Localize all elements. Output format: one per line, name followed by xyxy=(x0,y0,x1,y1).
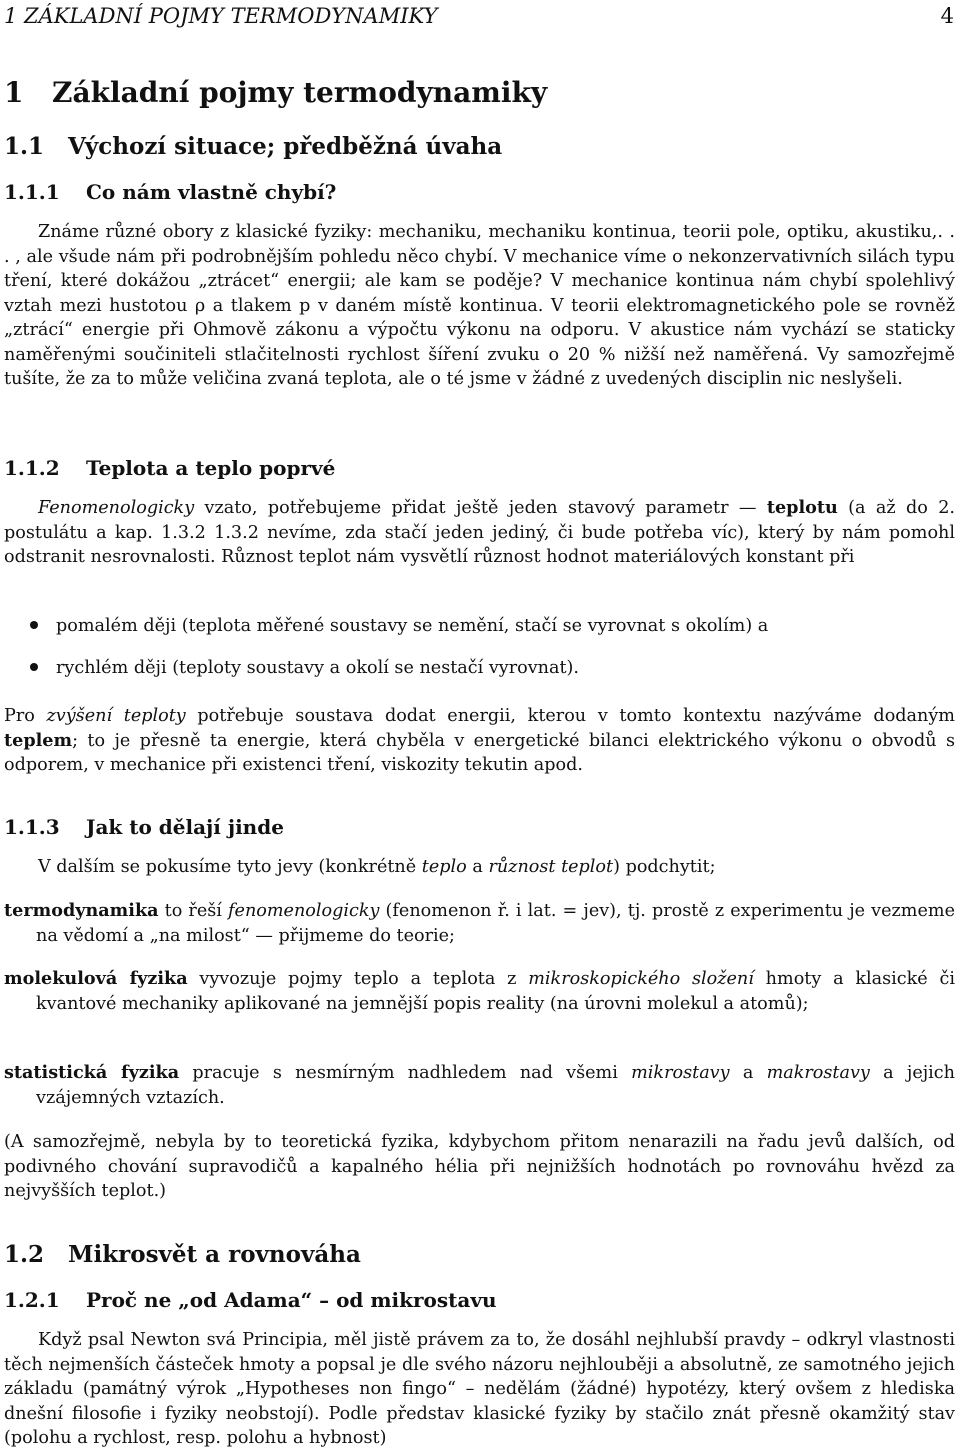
running-title: 1 ZÁKLADNÍ POJMY TERMODYNAMIKY xyxy=(4,4,438,28)
term: molekulová fyzika xyxy=(4,968,188,989)
definition-molekulova-fyzika: molekulová fyzika vyvozuje pojmy teplo a teplota z mikroskopického složení hmoty a klasické či kvantové mechaniky aplikované na jemnější popis reality (na úrovni molekul a atomů); xyxy=(4,968,955,1014)
subsection-1-2-heading xyxy=(4,1241,361,1268)
subsubsection-title: Teplota a teplo poprvé xyxy=(86,456,336,480)
definition-statisticka-fyzika: statistická fyzika pracuje s nesmírným nadhledem nad všemi mikrostavy a makrostavy a jejich vzájemných vztazích. xyxy=(4,1062,955,1108)
subsubsection-title: Proč ne „od Adama“ – od mikrostavu xyxy=(86,1288,497,1312)
emph-fenomenologicky: Fenomenologicky xyxy=(38,498,195,518)
subsubsection-number: 1.2.1 xyxy=(4,1288,60,1312)
section-1-heading xyxy=(4,76,547,109)
section-number: 1 xyxy=(4,76,24,109)
term: statistická fyzika xyxy=(4,1062,180,1083)
bullet-icon xyxy=(30,621,38,629)
paragraph-other-phenomena: (A samozřejmě, nebyla by to teoretická fyzika, kdybychom přitom nenarazili na řadu jevů dalších, od podivného chování supravodičů a kapalného hélia při nejnižších hodnotách po rovnováhu hvězd za nejvyšších teplot.) xyxy=(4,1132,955,1201)
running-header xyxy=(4,4,954,30)
subsubsection-title: Jak to dělají jinde xyxy=(86,815,284,839)
subsection-number: 1.2 xyxy=(4,1241,45,1268)
definition-termodynamika: termodynamika to řeší fenomenologicky (fenomenon ř. i lat. = jev), tj. prostě z experimentu je vezmeme na vědomí a „na milost“ — přijmeme do teorie; xyxy=(4,900,955,946)
subsubsection-1-1-1-heading xyxy=(4,180,336,204)
subsection-number: 1.1 xyxy=(4,133,45,160)
subsubsection-number: 1.1.3 xyxy=(4,815,60,839)
emph-teplotu: teplotu xyxy=(766,497,838,518)
section-title: Základní pojmy termodynamiky xyxy=(52,76,548,109)
page-number: 4 xyxy=(940,4,954,28)
subsubsection-number: 1.1.2 xyxy=(4,456,60,480)
list-item: rychlém ději (teploty soustavy a okolí se nestačí vyrovnat). xyxy=(30,658,950,678)
paragraph-temperature-intro: Fenomenologicky vzato, potřebujeme přidat ještě jeden stavový parametr — teplotu (a až do 2. postulátu a kap. 1.3.2 1.3.2 nevíme, zda stačí jeden jediný, či bude potřeba víc), který by nám pomohl odstranit nesrovnalosti. Různost teplot nám vysvětlí různost hodnot materiálových konstant při xyxy=(4,497,955,567)
subsubsection-1-2-1-heading xyxy=(4,1288,497,1312)
subsubsection-number: 1.1.1 xyxy=(4,180,60,204)
paragraph-newton: Když psal Newton svá Principia, měl jistě právem za to, že dosáhl nejhlubší pravdy – odkryl vlastnosti těch nejmenších částeček hmoty a popsal je dle svého názoru nejhlouběji a absolutně, ze samotného jejich základu (památný výrok „Hypotheses non fingo“ – nedělám (žádné) hypotézy, který ovšem z hlediska dnešní filosofie i fyziky neobstojí). Podle představ klasické fyziky by stačilo znát přesně okamžitý stav (polohu a rychlost, resp. polohu a hybnost) xyxy=(4,1330,955,1448)
paragraph-heat: Pro zvýšení teploty potřebuje soustava dodat energii, kterou v tomto kontextu nazýváme dodaným teplem; to je přesně ta energie, která chyběla v energetické bilanci elektrického výkonu o obvodů s odporem, v mechanice při existenci tření, viskozity tekutin apod. xyxy=(4,706,955,775)
subsection-title: Výchozí situace; předběžná úvaha xyxy=(68,133,503,160)
bullet-icon xyxy=(30,663,38,671)
list-item: pomalém ději (teplota měřené soustavy se nemění, stačí se vyrovnat s okolím) a xyxy=(30,616,950,636)
subsection-1-1-heading xyxy=(4,133,502,160)
paragraph-approaches-intro: V dalším se pokusíme tyto jevy (konkrétně teplo a různost teplot) podchytit; xyxy=(38,857,716,877)
subsubsection-title: Co nám vlastně chybí? xyxy=(86,180,337,204)
subsubsection-1-1-2-heading xyxy=(4,456,335,480)
subsubsection-1-1-3-heading xyxy=(4,815,284,839)
term: termodynamika xyxy=(4,900,159,921)
paragraph-missing-things: Známe různé obory z klasické fyziky: mechaniku, mechaniku kontinua, teorii pole, optiku, akustiku,. . . , ale všude nám při podrobnějším pohledu něco chybí. V mechanice víme o nekonzervativních silách typu tření, které dokážou „ztrácet“ energii; ale kam se poděje? V mechanice kontinua nám chybí spolehlivý vztah mezi hustotou ρ a tlakem p v daném místě kontinua. V teorii elektromagnetického pole se rovněž „ztrácí“ energie při Ohmově zákonu a výpočtu výkonu na odporu. V akustice nám vychází se staticky naměřenými součiniteli stlačitelnosti rychlost šíření zvuku o 20 % nižší než naměřená. Vy samozřejmě tušíte, že za to může veličina zvaná teplota, ale o té jsme v žádné z uvedených disciplin nic neslyšeli. xyxy=(4,222,955,389)
subsection-title: Mikrosvět a rovnováha xyxy=(68,1241,361,1268)
